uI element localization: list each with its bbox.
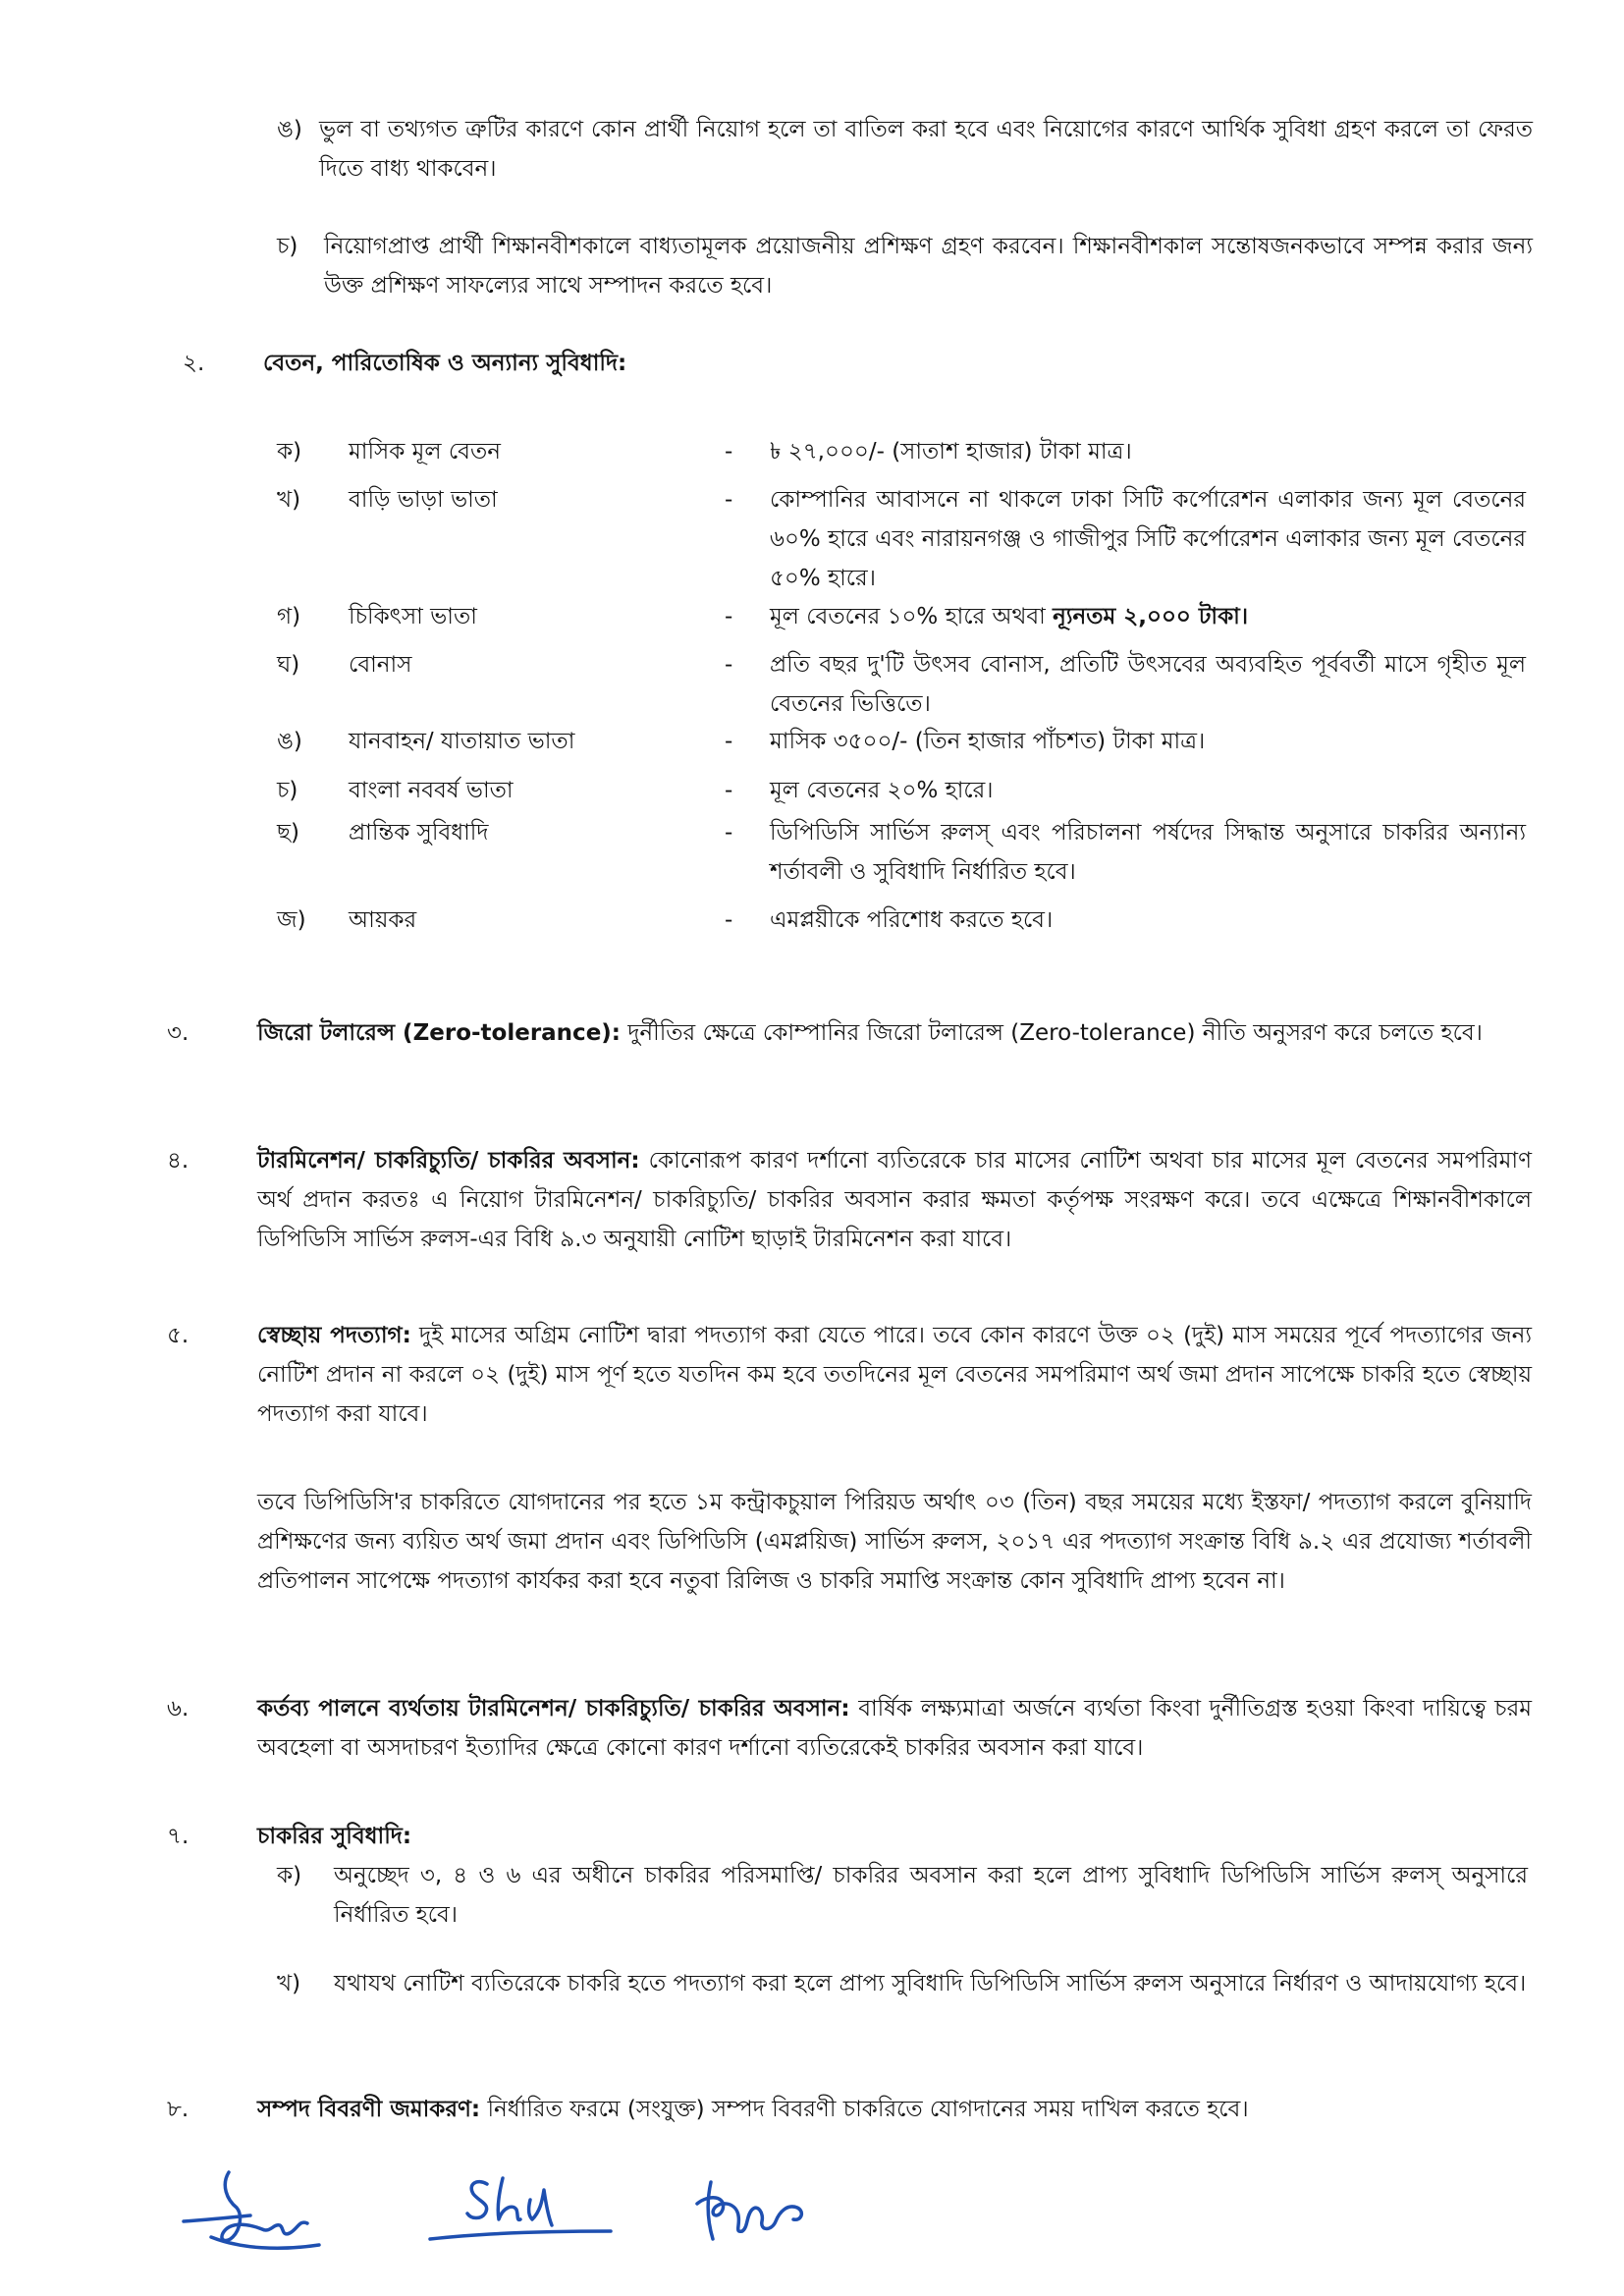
- salary-row: [0, 645, 1624, 724]
- item-text: ভুল বা তথ্যগত ত্রুটির কারণে কোন প্রার্থী নিয়োগ হলে তা বাতিল করা হবে এবং নিয়োগের কারণে আর্থিক সুবিধা গ্রহণ করলে তা ফেরত দিতে বাধ্য থাকবেন।: [319, 117, 1533, 182]
- section-title: সম্পদ বিবরণী জমাকরণ:: [257, 2097, 481, 2122]
- section-body: [257, 1316, 1532, 1434]
- salary-row: [0, 813, 1624, 892]
- section-title: বেতন, পারিতোষিক ও অন্যান্য সুবিধাদি:: [263, 351, 627, 376]
- item-text: অনুচ্ছেদ ৩, ৪ ও ৬ এর অধীনে চাকরির পরিসমাপ্তি/ চাকরির অবসান করা হলে প্রাপ্য সুবিধাদি ডিপিডিসি সার্ভিস রুলস্ অনুসারে নির্ধারিত হবে।: [334, 1863, 1528, 1928]
- section-text: কোনোরূপ কারণ দর্শানো ব্যতিরেকে চার মাসের নোটিশ অথবা চার মাসের মূল বেতনের সমপরিমাণ অর্থ প্রদান করতঃ এ নিয়োগ টারমিনেশন/ চাকরিচ্যুতি/ চাকরির অবসান করার ক্ষমতা কর্তৃপক্ষ সংরক্ষণ করে। তবে এক্ষেত্রে শিক্ষানবীশকালে ডিপিডিসি সার্ভিস রুলস-এর বিধি ৯.৩ অনুযায়ী নোটিশ ছাড়াই টারমিনেশন করা যাবে।: [257, 1148, 1532, 1252]
- section-number: ৫.: [167, 1323, 189, 1348]
- row-value: [770, 597, 1526, 636]
- section-text: দুর্নীতির ক্ষেত্রে কোম্পানির জিরো টলারেন্স (Zero-tolerance) নীতি অনুসরণ করে চলতে হবে।: [627, 1020, 1483, 1046]
- row-marker: জ): [277, 907, 306, 933]
- item-marker: ক): [277, 1863, 302, 1888]
- section-title: কর্তব্য পালনে ব্যর্থতায় টারমিনেশন/ চাকরিচ্যুতি/ চাকরির অবসান:: [257, 1696, 850, 1722]
- row-marker: ঙ): [277, 729, 302, 754]
- row-label: যানবাহন/ যাতায়াত ভাতা: [349, 729, 575, 754]
- section-title: স্বেচ্ছায় পদত্যাগ:: [257, 1323, 411, 1348]
- row-label: বাংলা নববর্ষ ভাতা: [349, 778, 514, 803]
- top-item-e: [0, 110, 1624, 189]
- row-label: বাড়ি ভাড়া ভাতা: [349, 487, 498, 513]
- salary-row: [0, 901, 1624, 940]
- signature-1: [172, 2160, 339, 2259]
- top-item-ch: [0, 227, 1624, 305]
- section-3: [0, 1013, 1624, 1092]
- section-4: [0, 1141, 1624, 1259]
- row-marker: গ): [277, 604, 301, 629]
- item-marker: খ): [277, 1971, 301, 1996]
- row-dash: -: [725, 439, 733, 465]
- row-label: বোনাস: [349, 652, 412, 678]
- row-dash: -: [725, 652, 733, 678]
- section-title: চাকরির সুবিধাদি:: [257, 1824, 412, 1849]
- row-value: মূল বেতনের ২০% হারে।: [770, 778, 994, 803]
- section-number: ২.: [183, 351, 205, 376]
- section-5: [0, 1316, 1624, 1650]
- row-value: ডিপিডিসি সার্ভিস রুলস্ এবং পরিচালনা পর্ষদের সিদ্ধান্ত অনুসারে চাকরির অন্যান্য শর্তাবলী ও সুবিধাদি নির্ধারিত হবে।: [770, 820, 1526, 885]
- section-number: ৭.: [167, 1824, 189, 1849]
- row-dash: -: [725, 604, 733, 629]
- item-text: যথাযথ নোটিশ ব্যতিরেকে চাকরি হতে পদত্যাগ করা হলে প্রাপ্য সুবিধাদি ডিপিডিসি সার্ভিস রুলস অনুসারে নির্ধারণ ও আদায়যোগ্য হবে।: [334, 1971, 1527, 1996]
- row-marker: ঘ): [277, 652, 300, 678]
- item-text: নিয়োগপ্রাপ্ত প্রার্থী শিক্ষানবীশকালে বাধ্যতামূলক প্রয়োজনীয় প্রশিক্ষণ গ্রহণ করবেন। শিক্ষানবীশকাল সন্তোষজনকভাবে সম্পন্ন করার জন্য উক্ত প্রশিক্ষণ সাফল্যের সাথে সম্পাদন করতে হবে।: [324, 234, 1533, 299]
- section-text: দুই মাসের অগ্রিম নোটিশ দ্বারা পদত্যাগ করা যেতে পারে। তবে কোন কারণে উক্ত ০২ (দুই) মাস সময়ের পূর্বে পদত্যাগের জন্য নোটিশ প্রদান না করলে ০২ (দুই) মাস পূর্ণ হতে যতদিন কম হবে ততদিনের মূল বেতনের সমপরিমাণ অর্থ জমা প্রদান সাপেক্ষে চাকরি হতে স্বেচ্ছায় পদত্যাগ করা যাবে।: [257, 1323, 1532, 1427]
- salary-row: [0, 597, 1624, 636]
- section-body: [257, 1013, 1532, 1053]
- section-6: [0, 1689, 1624, 1768]
- section-paragraph-2: তবে ডিপিডিসি'র চাকরিতে যোগদানের পর হতে ১ম কন্ট্রাকচুয়াল পিরিয়ড অর্থাৎ ০৩ (তিন) বছর সময়ের মধ্যে ইস্তফা/ পদত্যাগ করলে বুনিয়াদি প্রশিক্ষণের জন্য ব্যয়িত অর্থ জমা প্রদান এবং ডিপিডিসি (এমপ্লয়িজ) সার্ভিস রুলস, ২০১৭ এর পদত্যাগ সংক্রান্ত বিধি ৯.২ এর প্রযোজ্য শর্তাবলী প্রতিপালন সাপেক্ষে পদত্যাগ কার্যকর করা হবে নতুবা রিলিজ ও চাকরি সমাপ্তি সংক্রান্ত কোন সুবিধাদি প্রাপ্য হবেন না।: [257, 1490, 1532, 1594]
- row-marker: ছ): [277, 820, 299, 846]
- section-7: [0, 1817, 1624, 2052]
- section-2-heading: [0, 344, 1624, 383]
- row-value: কোম্পানির আবাসনে না থাকলে ঢাকা সিটি কর্পোরেশন এলাকার জন্য মূল বেতনের ৬০% হারে এবং নারায়নগঞ্জ ও গাজীপুর সিটি কর্পোরেশন এলাকার জন্য মূল বেতনের ৫০% হারে।: [770, 487, 1526, 591]
- row-label: চিকিৎসা ভাতা: [349, 604, 477, 629]
- section-8: [0, 2090, 1624, 2129]
- row-dash: -: [725, 729, 733, 754]
- salary-row: [0, 480, 1624, 598]
- row-marker: খ): [277, 487, 301, 513]
- row-value: প্রতি বছর দু'টি উৎসব বোনাস, প্রতিটি উৎসবের অব্যবহিত পূর্ববর্তী মাসে গৃহীত মূল বেতনের ভিত্তিতে।: [770, 652, 1526, 717]
- item-marker: ঙ): [277, 117, 302, 142]
- section-title: টারমিনেশন/ চাকরিচ্যুতি/ চাকরির অবসান:: [257, 1148, 640, 1174]
- row-marker: ক): [277, 439, 302, 465]
- salary-row: [0, 432, 1624, 471]
- section-number: ৩.: [167, 1020, 189, 1046]
- row-value: ৳ ২৭,০০০/- (সাতাশ হাজার) টাকা মাত্র।: [770, 439, 1132, 465]
- section-number: ৪.: [167, 1148, 189, 1174]
- section-body: [257, 1689, 1532, 1768]
- signature-3: [677, 2160, 825, 2259]
- row-label: প্রান্তিক সুবিধাদি: [349, 820, 489, 846]
- row-dash: -: [725, 487, 733, 513]
- row-dash: -: [725, 907, 733, 933]
- row-value: এমপ্লয়ীকে পরিশোধ করতে হবে।: [770, 907, 1054, 933]
- row-value-bold: ন্যূনতম ২,০০০ টাকা।: [1053, 604, 1249, 629]
- section-text: বার্ষিক লক্ষ্যমাত্রা অর্জনে ব্যর্থতা কিংবা দুর্নীতিগ্রস্ত হওয়া কিংবা দায়িত্বে চরম অবহেলা বা অসদাচরণ ইত্যাদির ক্ষেত্রে কোনো কারণ দর্শানো ব্যতিরেকেই চাকরির অবসান করা যাবে।: [257, 1696, 1532, 1761]
- section-number: ৮.: [167, 2097, 189, 2122]
- salary-row: [0, 722, 1624, 761]
- row-marker: চ): [277, 778, 298, 803]
- row-value: মাসিক ৩৫০০/- (তিন হাজার পাঁচশত) টাকা মাত্র।: [770, 729, 1206, 754]
- row-label: আয়কর: [349, 907, 417, 933]
- row-value-text: মূল বেতনের ১০% হারে অথবা: [770, 604, 1054, 629]
- row-label: মাসিক মূল বেতন: [349, 439, 501, 465]
- row-dash: -: [725, 820, 733, 846]
- section-text: নির্ধারিত ফরমে (সংযুক্ত) সম্পদ বিবরণী চাকরিতে যোগদানের সময় দাখিল করতে হবে।: [487, 2097, 1249, 2122]
- section-title: জিরো টলারেন্স (Zero-tolerance):: [257, 1020, 621, 1046]
- section-body: [257, 2090, 1532, 2129]
- section-body: [257, 1141, 1532, 1259]
- item-marker: চ): [277, 234, 298, 259]
- row-dash: -: [725, 778, 733, 803]
- salary-row: [0, 771, 1624, 810]
- section-number: ৬.: [167, 1696, 189, 1722]
- signature-2: [422, 2160, 619, 2259]
